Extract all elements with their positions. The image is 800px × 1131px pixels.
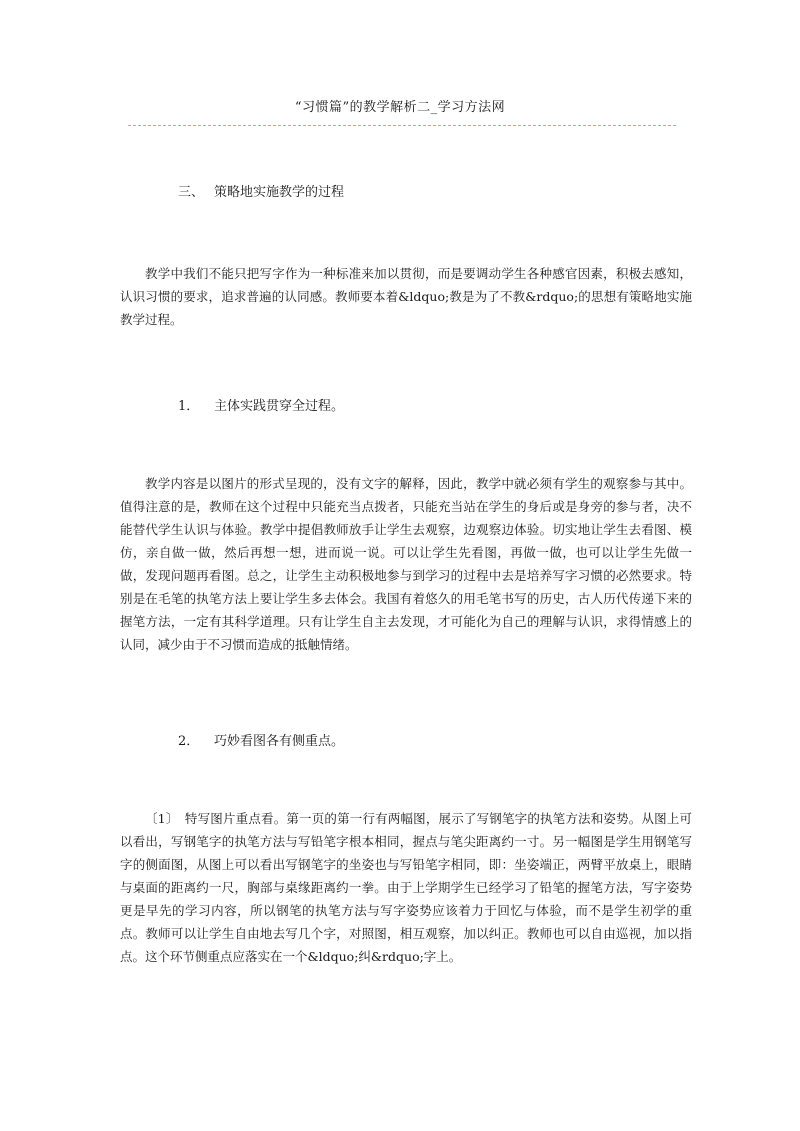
paragraph-practice: 教学内容是以图片的形式呈现的，没有文字的解释，因此，教学中就必须有学生的观察参与其中。值得注意的是，教师在这个过程中只能充当点拨者，只能充当站在学生的身后或是身旁的参与者，决不能替代学生认识与体验。教学中提倡教师放手让学生去观察，边观察边体验。切实地让学生去看图、模仿，亲自做一做，然后再想一想，进而说一说。可以让学生先看图，再做一做，也可以让学生先做一做，发现问题再看图。总之，让学生主动积极地参与到学习的过程中去是培养写字习惯的必然要求。特别是在毛笔的执笔方法上要让学生多去体会。我国有着悠久的用毛笔书写的历史，古人历代传递下来的握笔方法，一定有其科学道理。只有让学生自主去发现，才可能化为自己的理解与认识，求得情感上的认同，减少由于不习惯而造成的抵触情绪。 — [120, 476, 692, 652]
subheading-title: 主体实践贯穿全过程。 — [214, 399, 345, 414]
subheading-1 — [178, 395, 344, 414]
subheading-number: 1． — [178, 399, 200, 414]
section-title: 策略地实施教学的过程 — [214, 185, 345, 200]
subheading-number: 2． — [178, 734, 200, 749]
header-dashed-rule — [128, 125, 676, 126]
section-heading-3 — [178, 181, 344, 200]
paragraph-intro: 教学中我们不能只把写字作为一种标准来加以贯彻，而是要调动学生各种感官因素，积极去感知，认识习惯的要求，追求普遍的认同感。教师要本着&ldquo;教是为了不教&rdquo;的思想有策略地实施教学过程。 — [120, 266, 692, 327]
page-title: “习惯篇”的教学解析二_学习方法网 — [294, 100, 506, 115]
section-number: 三、 — [178, 185, 205, 200]
subheading-2 — [178, 730, 344, 749]
subheading-title: 巧妙看图各有侧重点。 — [214, 734, 345, 749]
paragraph-closeup: 〔1〕 特写图片重点看。第一页的第一行有两幅图，展示了写钢笔字的执笔方法和姿势。从图上可以看出，写钢笔字的执笔方法与写铅笔字根本相同，握点与笔尖距离约一寸。另一幅图是学生用钢笔写字的侧面图，从图上可以看出写钢笔字的坐姿也与写铅笔字相同，即：坐姿端正，两臂平放桌上，眼睛与桌面的距离约一尺，胸部与桌缘距离约一拳。由于上学期学生已经学习了铅笔的握笔方法，写字姿势更是早先的学习内容，所以钢笔的执笔方法与写字姿势应该着力于回忆与体验，而不是学生初学的重点。教师可以让学生自由地去写几个字，对照图，相互观察，加以纠正。教师也可以自由巡视，加以指点。这个环节侧重点应落实在一个&ldquo;纠&rdquo;字上。 — [120, 811, 692, 964]
